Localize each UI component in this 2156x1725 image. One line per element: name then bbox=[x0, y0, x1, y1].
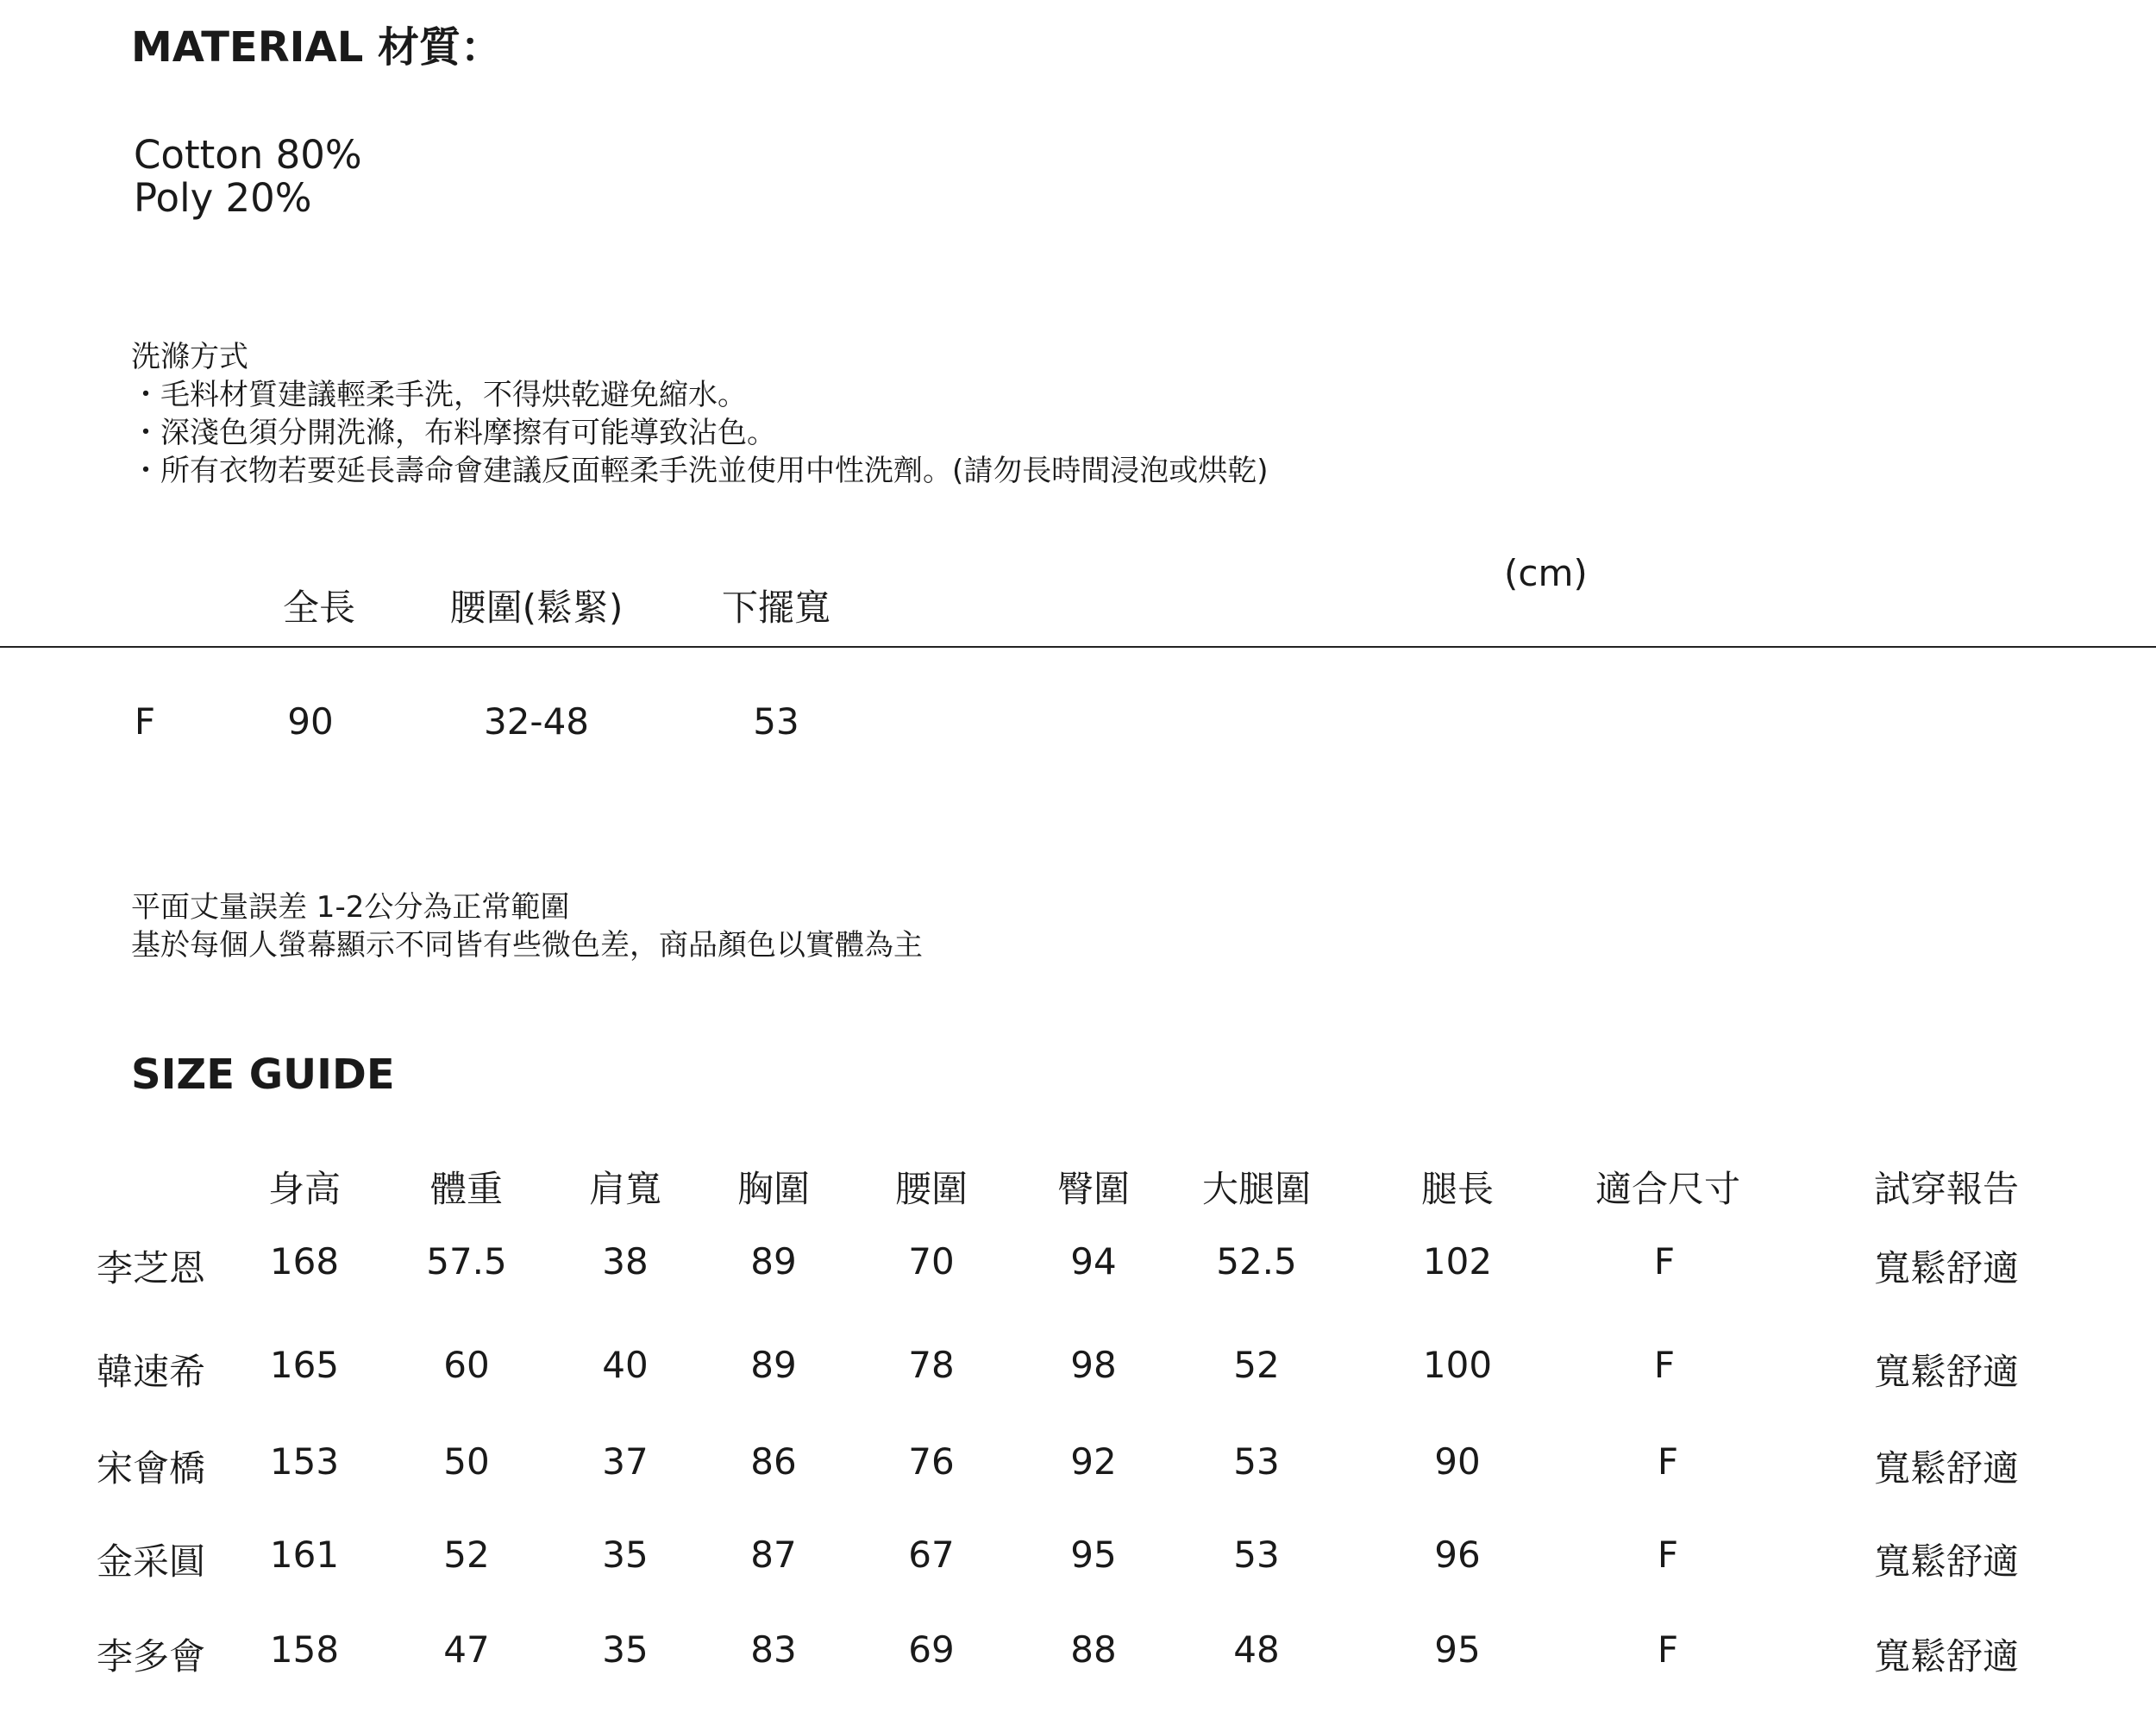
size-guide-cell: 69 bbox=[908, 1628, 955, 1671]
size-guide-header: 腰圍 bbox=[894, 1168, 968, 1210]
size-guide-cell: 40 bbox=[602, 1344, 649, 1386]
measure-header: 腰圍(鬆緊) bbox=[449, 586, 624, 629]
size-guide-cell: 88 bbox=[1070, 1628, 1117, 1671]
size-guide-cell: F bbox=[1657, 1628, 1679, 1671]
size-guide-cell: 86 bbox=[750, 1440, 797, 1483]
size-guide-cell: 37 bbox=[602, 1440, 649, 1483]
size-guide-cell: 38 bbox=[602, 1240, 649, 1283]
size-guide-cell: 95 bbox=[1070, 1534, 1117, 1576]
material-line: Poly 20% bbox=[134, 175, 312, 221]
size-guide-header: 腿長 bbox=[1420, 1168, 1495, 1210]
size-guide-cell: 67 bbox=[908, 1534, 955, 1576]
size-guide-header: 胸圍 bbox=[736, 1168, 811, 1210]
measure-value: 90 bbox=[287, 700, 334, 743]
size-guide-cell: 寬鬆舒適 bbox=[1873, 1540, 2020, 1583]
unit-label: (cm) bbox=[1504, 552, 1588, 594]
size-guide-header: 適合尺寸 bbox=[1595, 1168, 1741, 1210]
size-guide-name: 金采圓 bbox=[97, 1540, 206, 1583]
note-line: 基於每個人螢幕顯示不同皆有些微色差，商品顏色以實體為主 bbox=[131, 928, 923, 963]
care-line: ・毛料材質建議輕柔手洗，不得烘乾避免縮水。 bbox=[131, 378, 747, 412]
size-guide-cell: 70 bbox=[908, 1240, 955, 1283]
size-guide-cell: 50 bbox=[443, 1440, 490, 1483]
size-guide-header: 身高 bbox=[267, 1168, 342, 1210]
size-guide-cell: 89 bbox=[750, 1240, 797, 1283]
measure-value: 32-48 bbox=[483, 700, 590, 743]
size-guide-cell: 52 bbox=[1233, 1344, 1280, 1386]
measure-size: F bbox=[134, 700, 156, 743]
size-guide-cell: 165 bbox=[269, 1344, 340, 1386]
size-guide-cell: 87 bbox=[750, 1534, 797, 1576]
size-guide-cell: 寬鬆舒適 bbox=[1873, 1635, 2020, 1678]
size-guide-cell: 90 bbox=[1434, 1440, 1481, 1483]
care-line: ・深淺色須分開洗滌，布料摩擦有可能導致沾色。 bbox=[131, 416, 776, 450]
care-title: 洗滌方式 bbox=[131, 340, 248, 374]
size-guide-cell: 78 bbox=[908, 1344, 955, 1386]
size-guide-cell: 寬鬆舒適 bbox=[1873, 1247, 2020, 1289]
table-divider bbox=[0, 646, 2156, 648]
material-line: Cotton 80% bbox=[134, 132, 362, 178]
measure-value: 53 bbox=[753, 700, 799, 743]
size-guide-cell: 寬鬆舒適 bbox=[1873, 1351, 2020, 1393]
size-guide-cell: 35 bbox=[602, 1534, 649, 1576]
measure-header: 全長 bbox=[282, 586, 356, 629]
size-guide-cell: 98 bbox=[1070, 1344, 1117, 1386]
size-guide-cell: 102 bbox=[1422, 1240, 1493, 1283]
measure-header: 下擺寬 bbox=[721, 586, 831, 629]
size-guide-header: 大腿圍 bbox=[1201, 1168, 1312, 1210]
size-guide-cell: 168 bbox=[269, 1240, 340, 1283]
size-guide-name: 李芝恩 bbox=[97, 1247, 206, 1289]
size-guide-name: 韓速希 bbox=[97, 1351, 206, 1393]
size-guide-cell: 161 bbox=[269, 1534, 340, 1576]
size-guide-cell: 52 bbox=[443, 1534, 490, 1576]
size-guide-cell: 92 bbox=[1070, 1440, 1117, 1483]
note-line: 平面丈量誤差 1-2公分為正常範圍 bbox=[131, 890, 570, 925]
size-guide-cell: 83 bbox=[750, 1628, 797, 1671]
size-guide-cell: 95 bbox=[1434, 1628, 1481, 1671]
material-heading: MATERIAL 材質： bbox=[131, 23, 502, 72]
size-guide-cell: 158 bbox=[269, 1628, 340, 1671]
size-guide-cell: 76 bbox=[908, 1440, 955, 1483]
size-guide-cell: 60 bbox=[443, 1344, 490, 1386]
size-guide-cell: 52.5 bbox=[1216, 1240, 1297, 1283]
size-guide-cell: F bbox=[1653, 1344, 1676, 1386]
size-guide-cell: 57.5 bbox=[426, 1240, 507, 1283]
size-guide-cell: 89 bbox=[750, 1344, 797, 1386]
size-guide-title: SIZE GUIDE bbox=[131, 1051, 395, 1099]
size-guide-cell: 53 bbox=[1233, 1440, 1280, 1483]
size-guide-cell: 96 bbox=[1434, 1534, 1481, 1576]
size-guide-cell: F bbox=[1653, 1240, 1676, 1283]
size-guide-cell: F bbox=[1657, 1534, 1679, 1576]
size-guide-header: 肩寬 bbox=[588, 1168, 662, 1210]
size-guide-name: 李多會 bbox=[97, 1635, 206, 1678]
size-guide-cell: 47 bbox=[443, 1628, 490, 1671]
size-guide-header: 臀圍 bbox=[1056, 1168, 1131, 1210]
care-line: ・所有衣物若要延長壽命會建議反面輕柔手洗並使用中性洗劑。(請勿長時間浸泡或烘乾) bbox=[131, 454, 1269, 488]
size-guide-cell: F bbox=[1657, 1440, 1679, 1483]
size-guide-cell: 94 bbox=[1070, 1240, 1117, 1283]
size-guide-cell: 寬鬆舒適 bbox=[1873, 1447, 2020, 1490]
size-guide-name: 宋會橋 bbox=[97, 1447, 206, 1490]
size-guide-cell: 48 bbox=[1233, 1628, 1280, 1671]
size-guide-cell: 35 bbox=[602, 1628, 649, 1671]
size-guide-cell: 153 bbox=[269, 1440, 340, 1483]
size-guide-header: 試穿報告 bbox=[1873, 1168, 2020, 1210]
size-guide-cell: 100 bbox=[1422, 1344, 1493, 1386]
size-guide-header: 體重 bbox=[429, 1168, 504, 1210]
size-guide-cell: 53 bbox=[1233, 1534, 1280, 1576]
